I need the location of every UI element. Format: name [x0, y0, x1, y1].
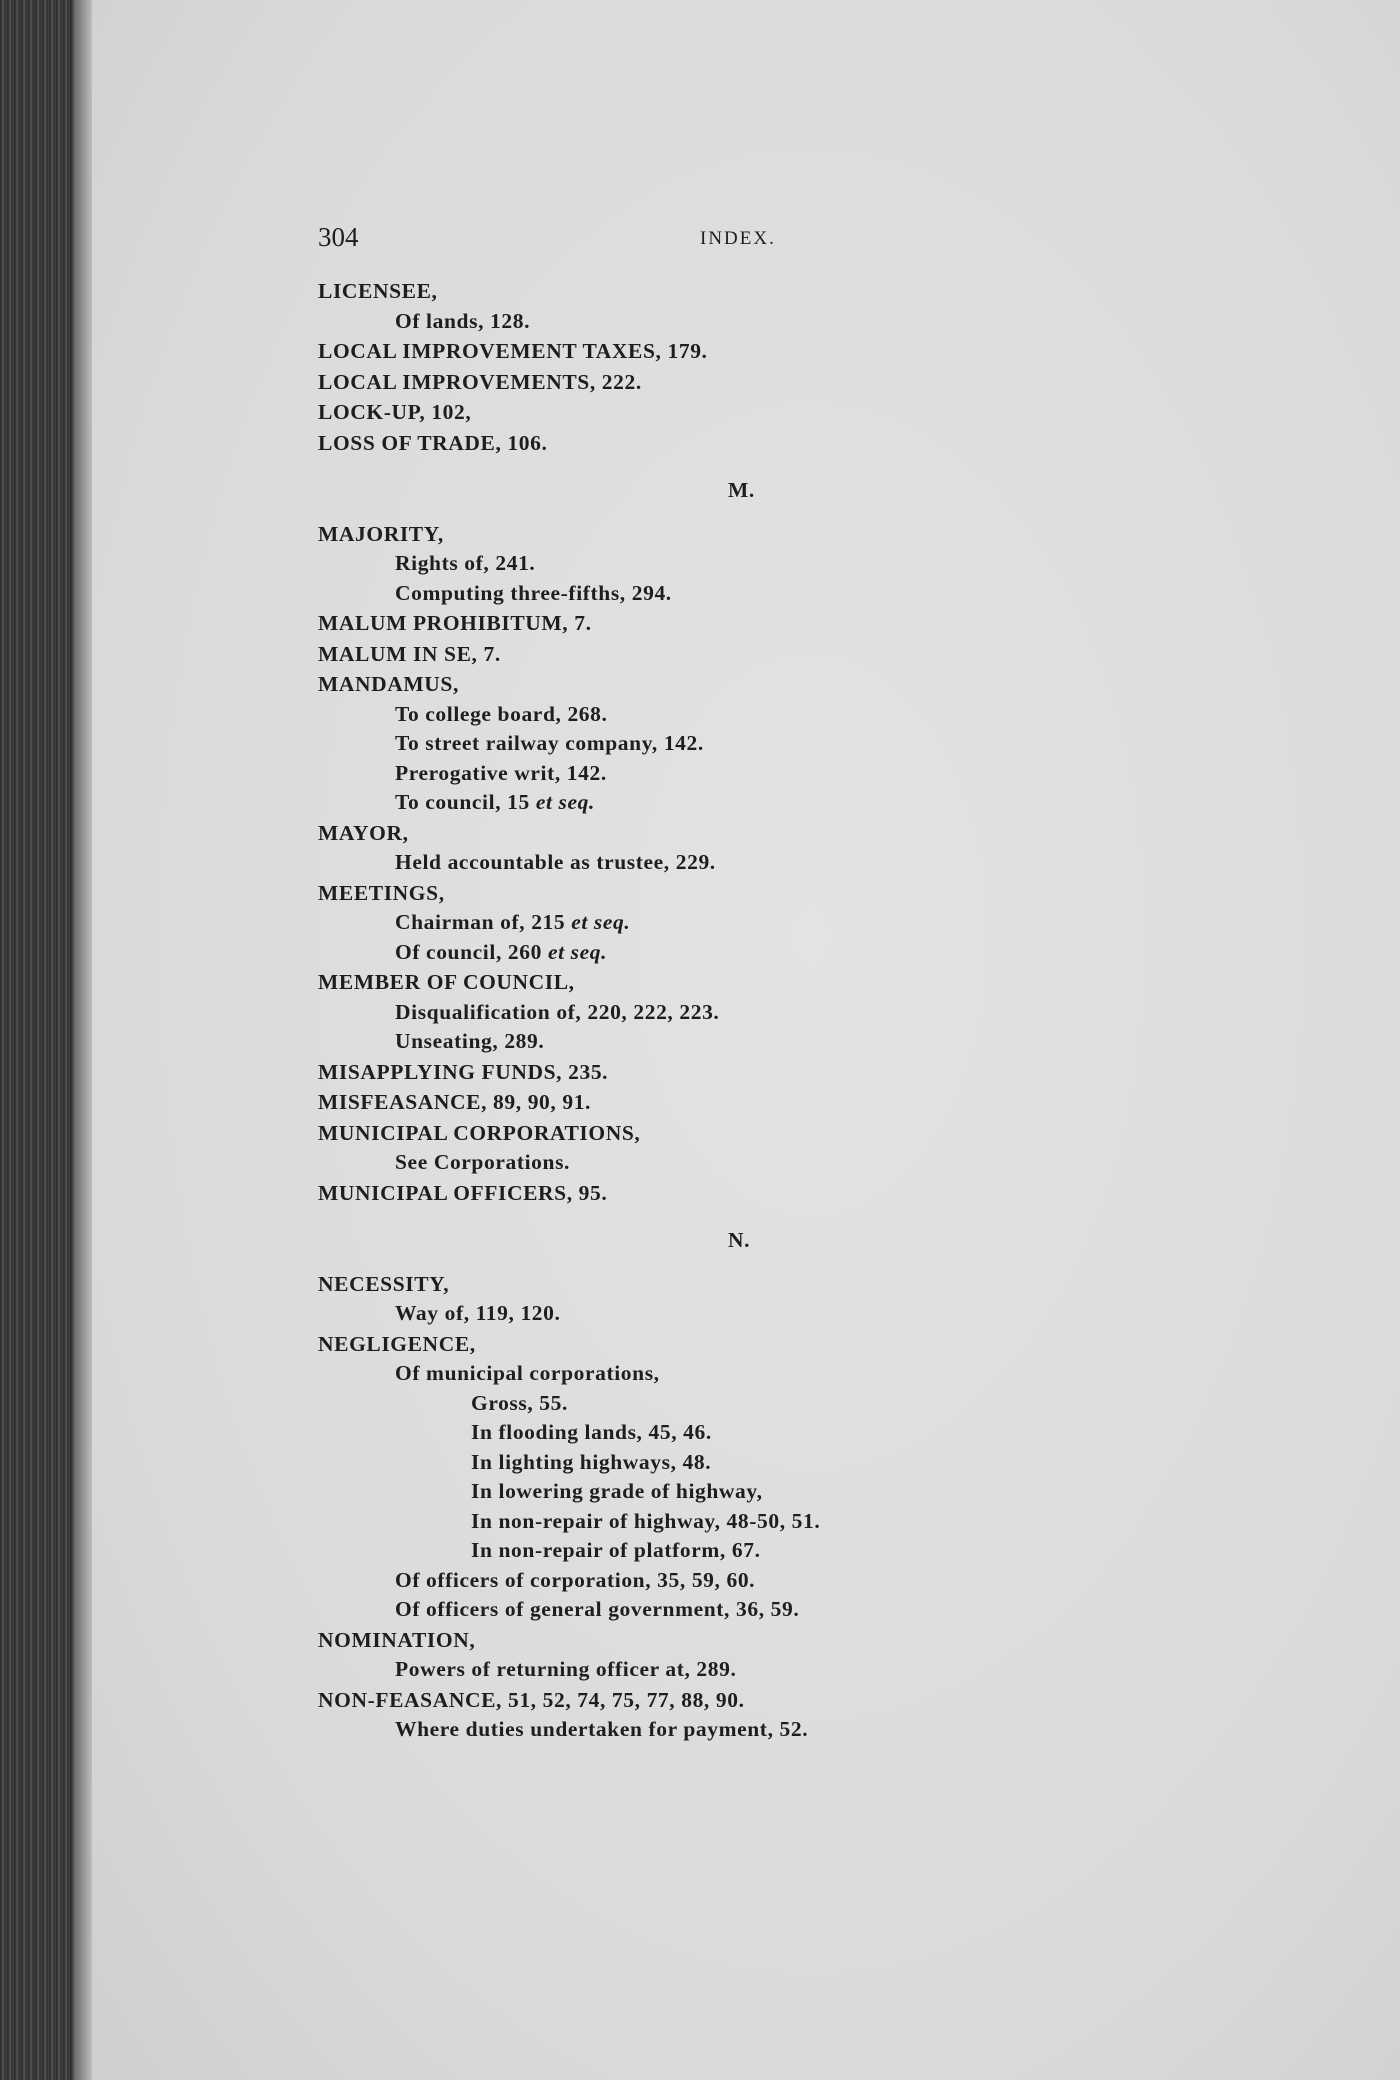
entry-text: In non-repair of platform, 67. [471, 1538, 761, 1562]
index-subentry [318, 1389, 1318, 1419]
index-subentry [318, 1359, 1318, 1389]
running-head: INDEX. [700, 228, 776, 249]
index-subentry [318, 788, 1318, 818]
index-heading [318, 640, 1318, 670]
section-letter-n: N. [728, 1228, 751, 1252]
entry-text: MAJORITY, [318, 521, 444, 546]
index-heading [318, 337, 1318, 367]
index-heading [318, 1179, 1318, 1209]
entry-text: Of lands, 128. [395, 308, 531, 333]
entry-text: MALUM IN SE, 7. [318, 641, 501, 666]
entry-text: NON-FEASANCE, 51, 52, 74, 75, 77, 88, 90. [318, 1687, 745, 1712]
entry-text: MANDAMUS, [318, 672, 459, 696]
index-subentry [318, 1566, 1318, 1596]
index-subentry [318, 1418, 1318, 1448]
index-heading [318, 1270, 1318, 1300]
entry-text: In lowering grade of highway, [471, 1479, 763, 1503]
entry-text: Where duties undertaken for payment, 52. [395, 1717, 809, 1741]
index-subentry [318, 549, 1318, 579]
entry-text: See Corporations. [395, 1150, 571, 1174]
index-subentry [318, 579, 1318, 609]
entry-text: MISAPPLYING FUNDS, 235. [318, 1059, 609, 1084]
entry-text: NECESSITY, [318, 1271, 450, 1296]
index-subentry [318, 1595, 1318, 1625]
index-heading [318, 429, 1318, 459]
entry-text: Unseating, 289. [395, 1029, 545, 1053]
index-subentry [318, 1507, 1318, 1537]
entry-text: MEMBER OF COUNCIL, [318, 970, 575, 994]
index-heading [318, 968, 1318, 998]
entry-text: LICENSEE, [318, 279, 438, 303]
entry-text: Rights of, 241. [395, 551, 536, 575]
index-group-m [318, 520, 1318, 1209]
entry-text: MALUM PROHIBITUM, 7. [318, 611, 592, 635]
index-heading [318, 609, 1318, 639]
entry-text: LOCAL IMPROVEMENTS, 222. [318, 369, 642, 394]
entry-text: Powers of returning officer at, 289. [395, 1657, 737, 1681]
entry-text: LOSS OF TRADE, 106. [318, 430, 548, 455]
entry-text: Of officers of corporation, 35, 59, 60. [395, 1567, 756, 1592]
entry-text: Way of, 119, 120. [395, 1301, 561, 1325]
entry-text: NEGLIGENCE, [318, 1331, 476, 1356]
entry-text: LOCK-UP, 102, [318, 400, 472, 424]
index-heading [318, 879, 1318, 909]
index-heading [318, 1626, 1318, 1656]
index-heading [318, 819, 1318, 849]
entry-text: MUNICIPAL OFFICERS, 95. [318, 1180, 608, 1205]
entry-text: Disqualification of, 220, 222, 223. [395, 999, 720, 1024]
entry-text: MISFEASANCE, 89, 90, 91. [318, 1090, 592, 1114]
index-list [318, 276, 1318, 1745]
index-heading [318, 1058, 1318, 1088]
index-subentry [318, 1027, 1318, 1057]
index-heading [318, 398, 1318, 428]
index-heading [318, 670, 1318, 700]
index-subentry [318, 1448, 1318, 1478]
index-subentry [318, 1715, 1318, 1745]
entry-text: To council, 15 [395, 790, 536, 814]
index-subentry [318, 759, 1318, 789]
index-group-n [318, 1270, 1318, 1745]
index-subentry [318, 1148, 1318, 1178]
index-heading [318, 520, 1318, 550]
entry-text: Of council, 260 [395, 939, 548, 964]
index-subentry [318, 938, 1318, 968]
index-subentry [318, 729, 1318, 759]
index-group-l [318, 277, 1318, 458]
entry-text: To street railway company, 142. [395, 731, 704, 755]
section-letter-m: M. [728, 478, 755, 502]
entry-text: Of municipal corporations, [395, 1361, 660, 1385]
entry-text: Chairman of, 215 [395, 910, 572, 934]
index-subentry [318, 307, 1318, 337]
entry-italic-text: et seq. [547, 939, 608, 964]
entry-text: Gross, 55. [471, 1390, 568, 1415]
index-heading [318, 368, 1318, 398]
page-number: 304 [318, 222, 359, 252]
index-heading [318, 1119, 1318, 1149]
entry-text: MAYOR, [318, 820, 409, 845]
book-page-edges [0, 0, 92, 2080]
index-subentry [318, 848, 1318, 878]
entry-text: MUNICIPAL CORPORATIONS, [318, 1120, 641, 1145]
entry-text: Computing three-fifths, 294. [395, 580, 672, 605]
entry-text: Of officers of general government, 36, 59. [395, 1597, 800, 1621]
entry-text: To college board, 268. [395, 701, 608, 726]
entry-text: Prerogative writ, 142. [395, 760, 607, 785]
entry-text: In flooding lands, 45, 46. [471, 1420, 712, 1444]
index-subentry [318, 700, 1318, 730]
index-heading [318, 1330, 1318, 1360]
index-subentry [318, 1655, 1318, 1685]
entry-text: In lighting highways, 48. [471, 1449, 712, 1474]
index-heading [318, 277, 1318, 307]
entry-italic-text: et seq. [571, 910, 631, 934]
entry-text: MEETINGS, [318, 880, 445, 905]
page-header [318, 222, 778, 254]
index-heading [318, 1088, 1318, 1118]
index-subentry [318, 1299, 1318, 1329]
entry-text: LOCAL IMPROVEMENT TAXES, 179. [318, 339, 708, 363]
entry-italic-text: et seq. [535, 790, 595, 814]
index-subentry [318, 1536, 1318, 1566]
index-subentry [318, 908, 1318, 938]
index-subentry [318, 1477, 1318, 1507]
index-heading [318, 1686, 1318, 1716]
entry-text: NOMINATION, [318, 1627, 476, 1652]
entry-text: Held accountable as trustee, 229. [395, 850, 716, 874]
index-subentry [318, 998, 1318, 1028]
entry-text: In non-repair of highway, 48-50, 51. [471, 1508, 821, 1533]
